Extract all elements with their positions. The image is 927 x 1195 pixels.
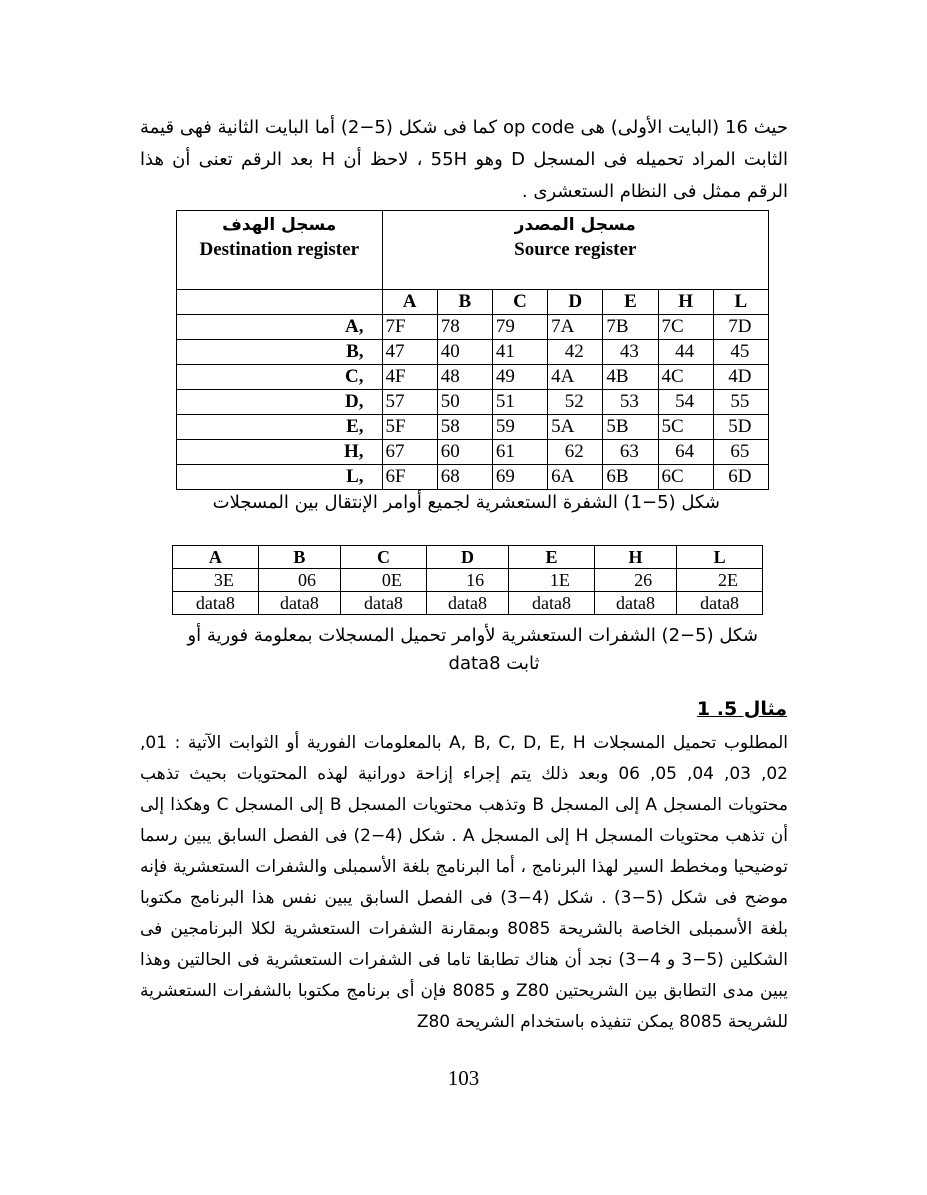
opcode-cell: 69	[492, 465, 547, 490]
page-number: 103	[447, 1066, 480, 1090]
column-header: C	[492, 290, 547, 315]
operand-cell: data8	[173, 592, 259, 615]
opcode-cell: 50	[437, 390, 492, 415]
opcode-cell: 64	[658, 440, 713, 465]
column-header: E	[603, 290, 658, 315]
opcode-cell: 79	[492, 315, 547, 340]
opcode-cell: 4A	[548, 365, 603, 390]
column-header: H	[658, 290, 713, 315]
opcode-cell: 61	[492, 440, 547, 465]
table-row	[177, 365, 769, 390]
table-row	[177, 465, 769, 490]
opcode-cell: 41	[492, 340, 547, 365]
column-header: A	[382, 290, 437, 315]
opcode-cell: 26	[594, 569, 676, 592]
column-header: D	[426, 546, 508, 569]
source-register-header	[382, 211, 769, 290]
table-header-row	[173, 546, 763, 569]
table-row	[177, 315, 769, 340]
row-label: C,	[177, 365, 383, 390]
opcode-cell: 62	[548, 440, 603, 465]
opcode-cell: 4D	[713, 365, 768, 390]
opcode-cell: 7B	[603, 315, 658, 340]
opcode-cell: 68	[437, 465, 492, 490]
row-label: L,	[177, 465, 383, 490]
opcode-cell: 57	[382, 390, 437, 415]
opcode-cell: 51	[492, 390, 547, 415]
opcode-cell: 45	[713, 340, 768, 365]
source-header-arabic: مسجل المصدر	[514, 215, 636, 235]
opcode-cell: 4B	[603, 365, 658, 390]
caption-line-1: شكل (5−2) الشفرات الستعشرية لأوامر تحميل المسجلات بمعلومة فورية أو	[187, 625, 758, 646]
source-header-english: Source register	[514, 239, 637, 260]
column-header: L	[677, 546, 763, 569]
figure-caption-5-2	[150, 622, 758, 678]
opcode-cell: 2E	[677, 569, 763, 592]
opcode-cell: 06	[258, 569, 340, 592]
opcode-cell: 16	[426, 569, 508, 592]
operand-cell: data8	[258, 592, 340, 615]
column-header: E	[509, 546, 595, 569]
opcode-cell: 44	[658, 340, 713, 365]
opcode-cell: 40	[437, 340, 492, 365]
column-header: B	[258, 546, 340, 569]
operand-cell: data8	[509, 592, 595, 615]
column-header: C	[341, 546, 427, 569]
opcode-cell: 5F	[382, 415, 437, 440]
opcode-cell: 5A	[548, 415, 603, 440]
opcode-cell: 67	[382, 440, 437, 465]
column-header: L	[713, 290, 768, 315]
operand-cell: data8	[341, 592, 427, 615]
table-row	[173, 569, 763, 592]
opcode-cell: 4C	[658, 365, 713, 390]
row-label: B,	[177, 340, 383, 365]
opcode-cell: 7C	[658, 315, 713, 340]
opcode-cell: 53	[603, 390, 658, 415]
example-heading: مثال 5. 1	[696, 698, 787, 720]
opcode-cell: 43	[603, 340, 658, 365]
example-body	[140, 728, 788, 1038]
opcode-cell: 59	[492, 415, 547, 440]
opcode-cell: 7F	[382, 315, 437, 340]
intro-text: حيث 16 (البايت الأولى) هى op code كما فى شكل (5−2) أما البايت الثانية فهى قيمة الثابت المراد تحميله فى المسجل D وهو 55H ، لاحظ أن H بعد الرقم تعنى أن هذا الرقم ممثل فى النظام الستعشرى .	[140, 117, 788, 202]
opcode-cell: 63	[603, 440, 658, 465]
opcode-table-container	[176, 210, 769, 490]
operand-cell: data8	[426, 592, 508, 615]
row-label: D,	[177, 390, 383, 415]
opcode-cell: 52	[548, 390, 603, 415]
opcode-cell: 7D	[713, 315, 768, 340]
opcode-cell: 6C	[658, 465, 713, 490]
opcode-cell: 47	[382, 340, 437, 365]
opcode-cell: 54	[658, 390, 713, 415]
column-header: H	[594, 546, 676, 569]
opcode-cell: 4F	[382, 365, 437, 390]
opcode-cell: 55	[713, 390, 768, 415]
opcode-cell: 49	[492, 365, 547, 390]
operand-cell: data8	[594, 592, 676, 615]
opcode-cell: 78	[437, 315, 492, 340]
destination-register-header	[177, 211, 383, 290]
opcode-cell: 1E	[509, 569, 595, 592]
opcode-cell: 5D	[713, 415, 768, 440]
opcode-cell: 48	[437, 365, 492, 390]
opcode-cell: 42	[548, 340, 603, 365]
caption-line-2: ثابت data8	[448, 653, 540, 674]
opcode-cell: 5C	[658, 415, 713, 440]
opcode-cell: 7A	[548, 315, 603, 340]
opcode-cell: 65	[713, 440, 768, 465]
immediate-load-opcode-table	[172, 545, 763, 615]
table-row	[177, 440, 769, 465]
opcode-cell: 5B	[603, 415, 658, 440]
column-header: A	[173, 546, 259, 569]
opcode-cell: 6B	[603, 465, 658, 490]
opcode-cell: 58	[437, 415, 492, 440]
table-row	[173, 592, 763, 615]
opcode-cell: 3E	[173, 569, 259, 592]
table-row	[177, 340, 769, 365]
table-header-row	[177, 290, 769, 315]
row-label: H,	[177, 440, 383, 465]
row-label: E,	[177, 415, 383, 440]
example-paragraph: المطلوب تحميل المسجلات A, B, C, D, E, H بالمعلومات الفورية أو الثوابت الآتية : 01, 02, 03, 04, 05, 06 وبعد ذلك يتم إجراء إزاحة دورانية لهذه المحتويات بحيث تذهب محتويات المسجل A إلى المسجل B وتذهب محتويات المسجل B إلى المسجل C وهكذا إلى أن تذهب محتويات المسجل H إلى المسجل A . شكل (4−2) فى الفصل السابق يبين رسما توضيحيا ومخطط السير لهذا البرنامج ، أما البرنامج بلغة الأسمبلى والشفرات الستعشرية فإنه موضح فى شكل (5−3) . شكل (4−3) فى الفصل السابق يبين نفس هذا البرنامج مكتوبا بلغة الأسمبلى الخاصة بالشريحة 8085 وبمقارنة الشفرات الستعشرية لكلا البرنامجين فى الشكلين (5−3 و 4−3) نجد أن هناك تطابقا تاما فى الشفرات الستعشرية فى الحالتين وهذا يبين مدى التطابق بين الشريحتين Z80 و 8085 فإن أى برنامج مكتوبا بالشفرات الستعشرية للشريحة 8085 يمكن تنفيذه باستخدام الشريحة Z80	[140, 733, 788, 1032]
figure-caption-5-1: شكل (5−1) الشفرة الستعشرية لجميع أوامر الإنتقال بين المسجلات	[212, 492, 720, 513]
intro-paragraph	[140, 112, 788, 208]
table-row	[177, 415, 769, 440]
row-label: A,	[177, 315, 383, 340]
opcode-cell: 6A	[548, 465, 603, 490]
opcode-cell: 60	[437, 440, 492, 465]
destination-header-english: Destination register	[199, 239, 360, 260]
table-row	[177, 390, 769, 415]
opcode-cell: 0E	[341, 569, 427, 592]
column-header: B	[437, 290, 492, 315]
register-transfer-opcode-table	[176, 210, 769, 490]
destination-header-arabic: مسجل الهدف	[222, 215, 337, 235]
opcode-cell: 6F	[382, 465, 437, 490]
empty-corner-cell	[177, 290, 383, 315]
column-header: D	[548, 290, 603, 315]
opcode-cell: 6D	[713, 465, 768, 490]
operand-cell: data8	[677, 592, 763, 615]
